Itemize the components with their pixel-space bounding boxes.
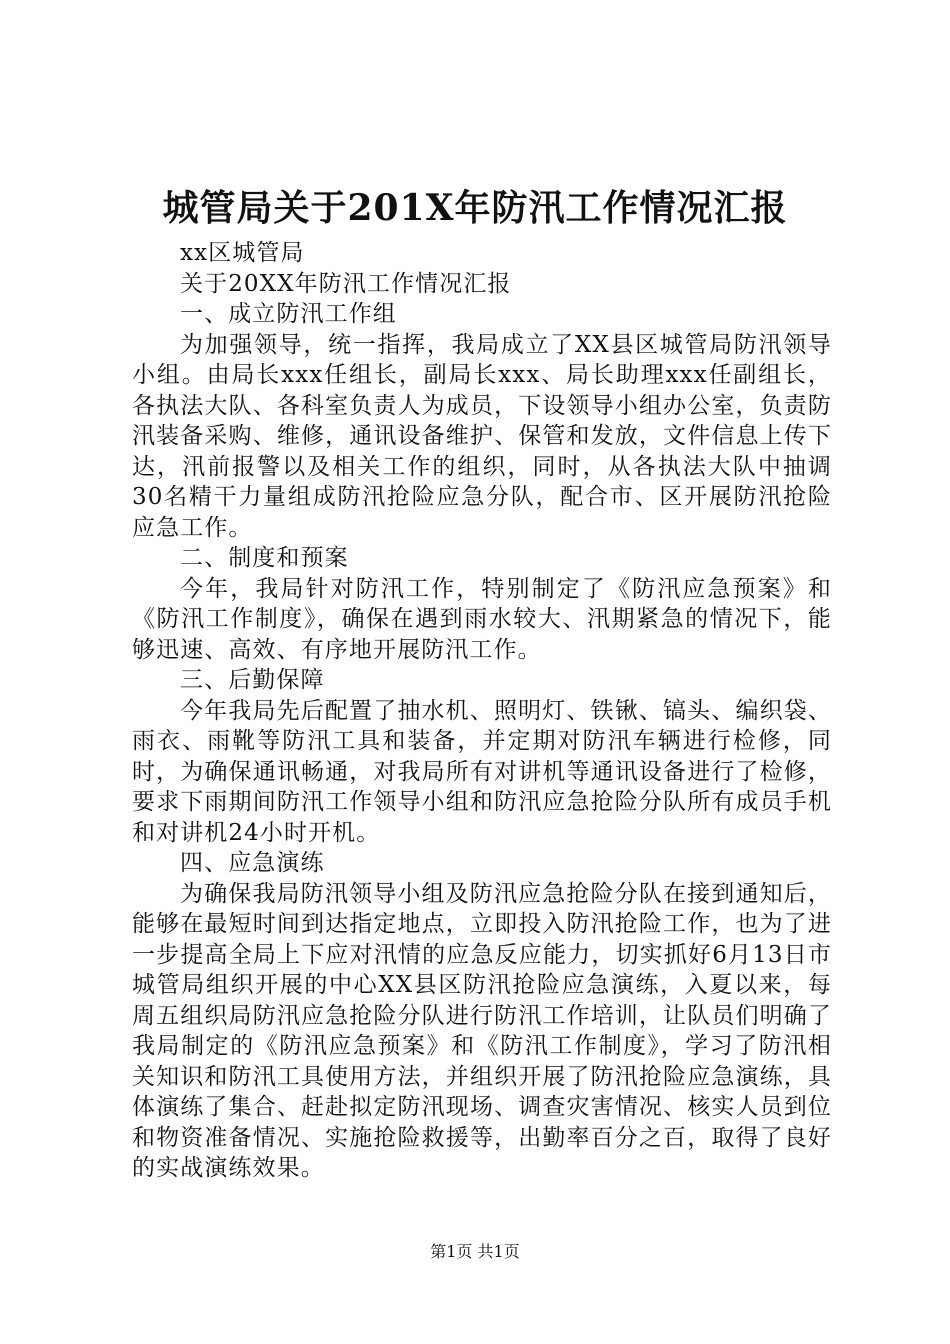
document-title: 城管局关于201X年防汛工作情况汇报	[162, 187, 788, 229]
subject-line: 关于20XX年防汛工作情况汇报	[180, 270, 512, 297]
section-heading-4: 四、应急演练	[180, 850, 325, 876]
section-paragraph-4: 为确保我局防汛领导小组及防汛应急抢险分队在接到通知后，能够在最短时间到达指定地点，立即投入防汛抢险工作，也为了进一步提高全局上下应对汛情的应急反应能力，切实抓好6月13日市城管局组织开展的中心XX县区防汛抢险应急演练，入夏以来，每周五组织局防汛应急抢险分队进行防汛工作培训，让队员们明确了我局制定的《防汛应急预案》和《防汛工作制度》，学习了防汛相关知识和防汛工具使用方法，并组织开展了防汛抢险应急演练，具体演练了集合、赶赴拟定防汛现场、调查灾害情况、核实人员到位和物资准备情况、实施抢险救援等，出勤率百分之百，取得了良好的实战演练效果。	[132, 880, 832, 1181]
section-paragraph-3: 今年我局先后配置了抽水机、照明灯、铁锹、镐头、编织袋、雨衣、雨靴等防汛工具和装备，并定期对防汛车辆进行检修，同时，为确保通讯畅通，对我局所有对讲机等通讯设备进行了检修，要求下雨期间防汛工作领导小组和防汛应急抢险分队所有成员手机和对讲机24小时开机。	[132, 697, 832, 846]
sender-line: xx区城管局	[180, 240, 305, 266]
page-footer: 第1页 共1页	[430, 1242, 520, 1261]
section-heading-3: 三、后勤保障	[180, 667, 325, 693]
section-paragraph-2: 今年，我局针对防汛工作，特别制定了《防汛应急预案》和《防汛工作制度》，确保在遇到雨水较大、汛期紧急的情况下，能够迅速、高效、有序地开展防汛工作。	[132, 575, 832, 663]
section-heading-1: 一、成立防汛工作组	[180, 301, 397, 327]
document-body	[132, 238, 832, 1184]
section-heading-2: 二、制度和预案	[180, 545, 349, 571]
section-paragraph-1: 为加强领导，统一指挥，我局成立了XX县区城管局防汛领导小组。由局长xxx任组长，副局长xxx、局长助理xxx任副组长，各执法大队、各科室负责人为成员，下设领导小组办公室，负责防汛装备采购、维修，通讯设备维护、保管和发放，文件信息上传下达，汛前报警以及相关工作的组织，同时，从各执法大队中抽调30名精干力量组成防汛抢险应急分队，配合市、区开展防汛抢险应急工作。	[132, 331, 832, 541]
